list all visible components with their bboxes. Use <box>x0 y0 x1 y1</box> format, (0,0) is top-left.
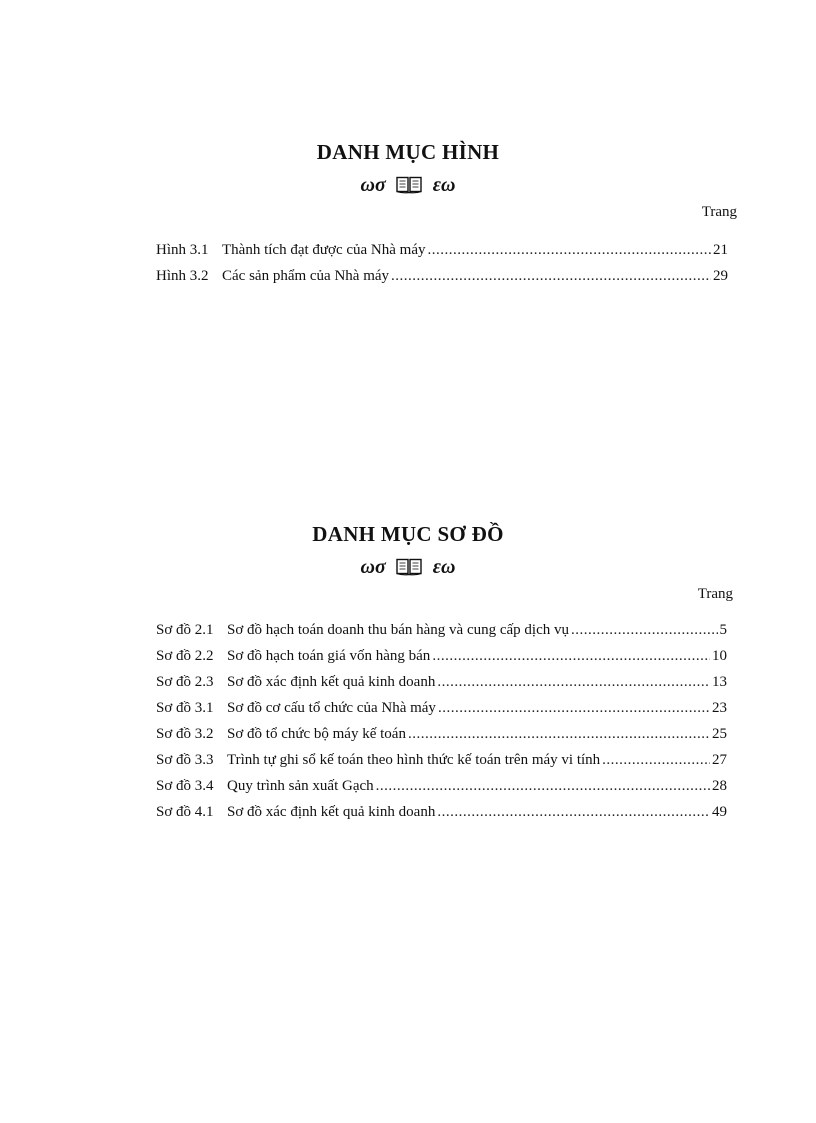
ornament-left-glyph: ωσ <box>360 555 386 578</box>
ornament-right-glyph: εω <box>432 173 456 196</box>
diagram-list-section <box>0 522 816 820</box>
entry-page: 29 <box>713 268 728 284</box>
dot-leader <box>438 700 710 717</box>
dot-leader <box>571 622 717 639</box>
entry-page: 5 <box>719 622 727 638</box>
entry-title: Sơ đồ xác định kết quả kinh doanh <box>227 674 436 690</box>
dot-leader <box>376 778 710 795</box>
dot-leader <box>602 752 710 769</box>
toc-entry[interactable] <box>156 778 727 798</box>
toc-entry[interactable] <box>156 648 727 668</box>
title-ornament <box>0 172 816 194</box>
open-book-icon <box>396 176 422 194</box>
entry-page: 28 <box>712 778 727 794</box>
toc-entry[interactable] <box>156 674 727 694</box>
open-book-icon <box>396 558 422 576</box>
dot-leader <box>432 648 710 665</box>
entry-title: Sơ đồ hạch toán doanh thu bán hàng và cung cấp dịch vụ <box>227 622 570 638</box>
entry-page: 49 <box>712 804 727 820</box>
entry-title: Quy trình sản xuất Gạch <box>227 778 374 794</box>
page-column-label: Trang <box>697 586 733 602</box>
entry-page: 27 <box>712 752 727 768</box>
toc-entry[interactable] <box>156 752 727 772</box>
page-column-label: Trang <box>701 204 737 220</box>
ornament-right-glyph: εω <box>432 555 456 578</box>
entry-number: Sơ đồ 3.4 <box>156 778 214 794</box>
figure-list-title: DANH MỤC HÌNH <box>316 140 500 164</box>
entry-title: Các sản phẩm của Nhà máy <box>222 268 390 284</box>
entry-page: 23 <box>712 700 727 716</box>
entry-number: Hình 3.2 <box>156 268 209 284</box>
entry-title: Trình tự ghi sổ kế toán theo hình thức kế toán trên máy vi tính <box>227 752 601 768</box>
entry-page: 21 <box>713 242 728 258</box>
entry-number: Sơ đồ 2.1 <box>156 622 214 638</box>
title-ornament <box>0 554 816 576</box>
entry-page: 25 <box>712 726 727 742</box>
entry-title: Sơ đồ xác định kết quả kinh doanh <box>227 804 436 820</box>
entry-page: 10 <box>712 648 727 664</box>
ornament-left-glyph: ωσ <box>360 173 386 196</box>
entry-title: Sơ đồ cơ cấu tổ chức của Nhà máy <box>227 700 436 716</box>
figure-list-section <box>0 140 816 284</box>
dot-leader <box>428 242 712 259</box>
dot-leader <box>391 268 711 285</box>
entry-number: Sơ đồ 3.1 <box>156 700 214 716</box>
toc-entry[interactable] <box>156 804 727 824</box>
diagram-list-title: DANH MỤC SƠ ĐỒ <box>312 522 504 546</box>
toc-entry[interactable] <box>156 726 727 746</box>
entry-number: Sơ đồ 2.2 <box>156 648 214 664</box>
entry-number: Sơ đồ 3.3 <box>156 752 214 768</box>
entry-number: Hình 3.1 <box>156 242 209 258</box>
entry-title: Sơ đồ tổ chức bộ máy kế toán <box>227 726 406 742</box>
dot-leader <box>437 674 710 691</box>
entry-title: Sơ đồ hạch toán giá vốn hàng bán <box>227 648 431 664</box>
toc-entry[interactable] <box>156 622 727 642</box>
dot-leader <box>437 804 710 821</box>
entry-number: Sơ đồ 2.3 <box>156 674 214 690</box>
entry-number: Sơ đồ 3.2 <box>156 726 214 742</box>
entry-number: Sơ đồ 4.1 <box>156 804 214 820</box>
dot-leader <box>408 726 710 743</box>
entry-page: 13 <box>712 674 727 690</box>
entry-title: Thành tích đạt được của Nhà máy <box>222 242 426 258</box>
toc-entry[interactable] <box>156 700 727 720</box>
toc-entry[interactable] <box>156 268 728 288</box>
toc-entry[interactable] <box>156 242 728 262</box>
